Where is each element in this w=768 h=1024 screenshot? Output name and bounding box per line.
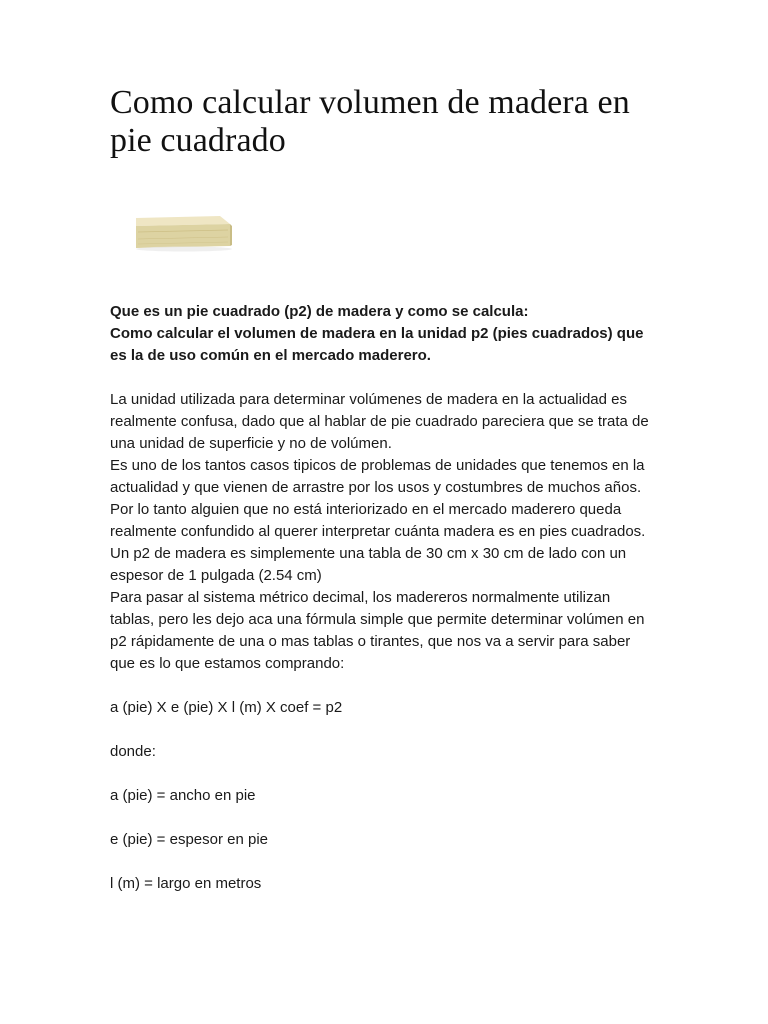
paragraph-4: Un p2 de madera es simplemente una tabla de 30 cm x 30 cm de lado con un espesor de 1 pulgada (2.54 cm) <box>110 545 627 584</box>
definition-largo: l (m) = largo en metros <box>110 875 262 892</box>
formula: a (pie) X e (pie) X l (m) X coef = p2 <box>110 699 343 716</box>
document-page <box>110 84 650 892</box>
donde-label: donde: <box>110 743 156 760</box>
paragraph-5: Para pasar al sistema métrico decimal, los madereros normalmente utilizan tablas, pero les dejo aca una fórmula simple que permite determinar volúmen en p2 rápidamente de una o mas tablas o tirantes, que nos va a servir para saber que es lo que estamos comprando: <box>110 589 645 672</box>
intro-heading-2: Como calcular el volumen de madera en la unidad p2 (pies cuadrados) que es la de uso común en el mercado maderero. <box>110 325 644 364</box>
paragraph-3: Por lo tanto alguien que no está interiorizado en el mercado maderero queda realmente confundido al querer interpretar cuánta madera es en pies cuadrados. <box>110 501 646 540</box>
page-title: Como calcular volumen de madera en pie cuadrado <box>110 84 630 159</box>
paragraph-2: Es uno de los tantos casos tipicos de problemas de unidades que tenemos en la actualidad y que vienen de arrastre por los usos y costumbres de muchos años. <box>110 457 645 496</box>
wood-board-image <box>132 212 232 252</box>
definition-espesor: e (pie) = espesor en pie <box>110 831 269 848</box>
definition-ancho: a (pie) = ancho en pie <box>110 787 256 804</box>
paragraph-1: La unidad utilizada para determinar volúmenes de madera en la actualidad es realmente confusa, dado que al hablar de pie cuadrado pareciera que se trata de una unidad de superficie y no de volúmen. <box>110 391 649 452</box>
intro-heading-1: Que es un pie cuadrado (p2) de madera y como se calcula: <box>110 303 529 320</box>
article-body <box>110 301 650 895</box>
